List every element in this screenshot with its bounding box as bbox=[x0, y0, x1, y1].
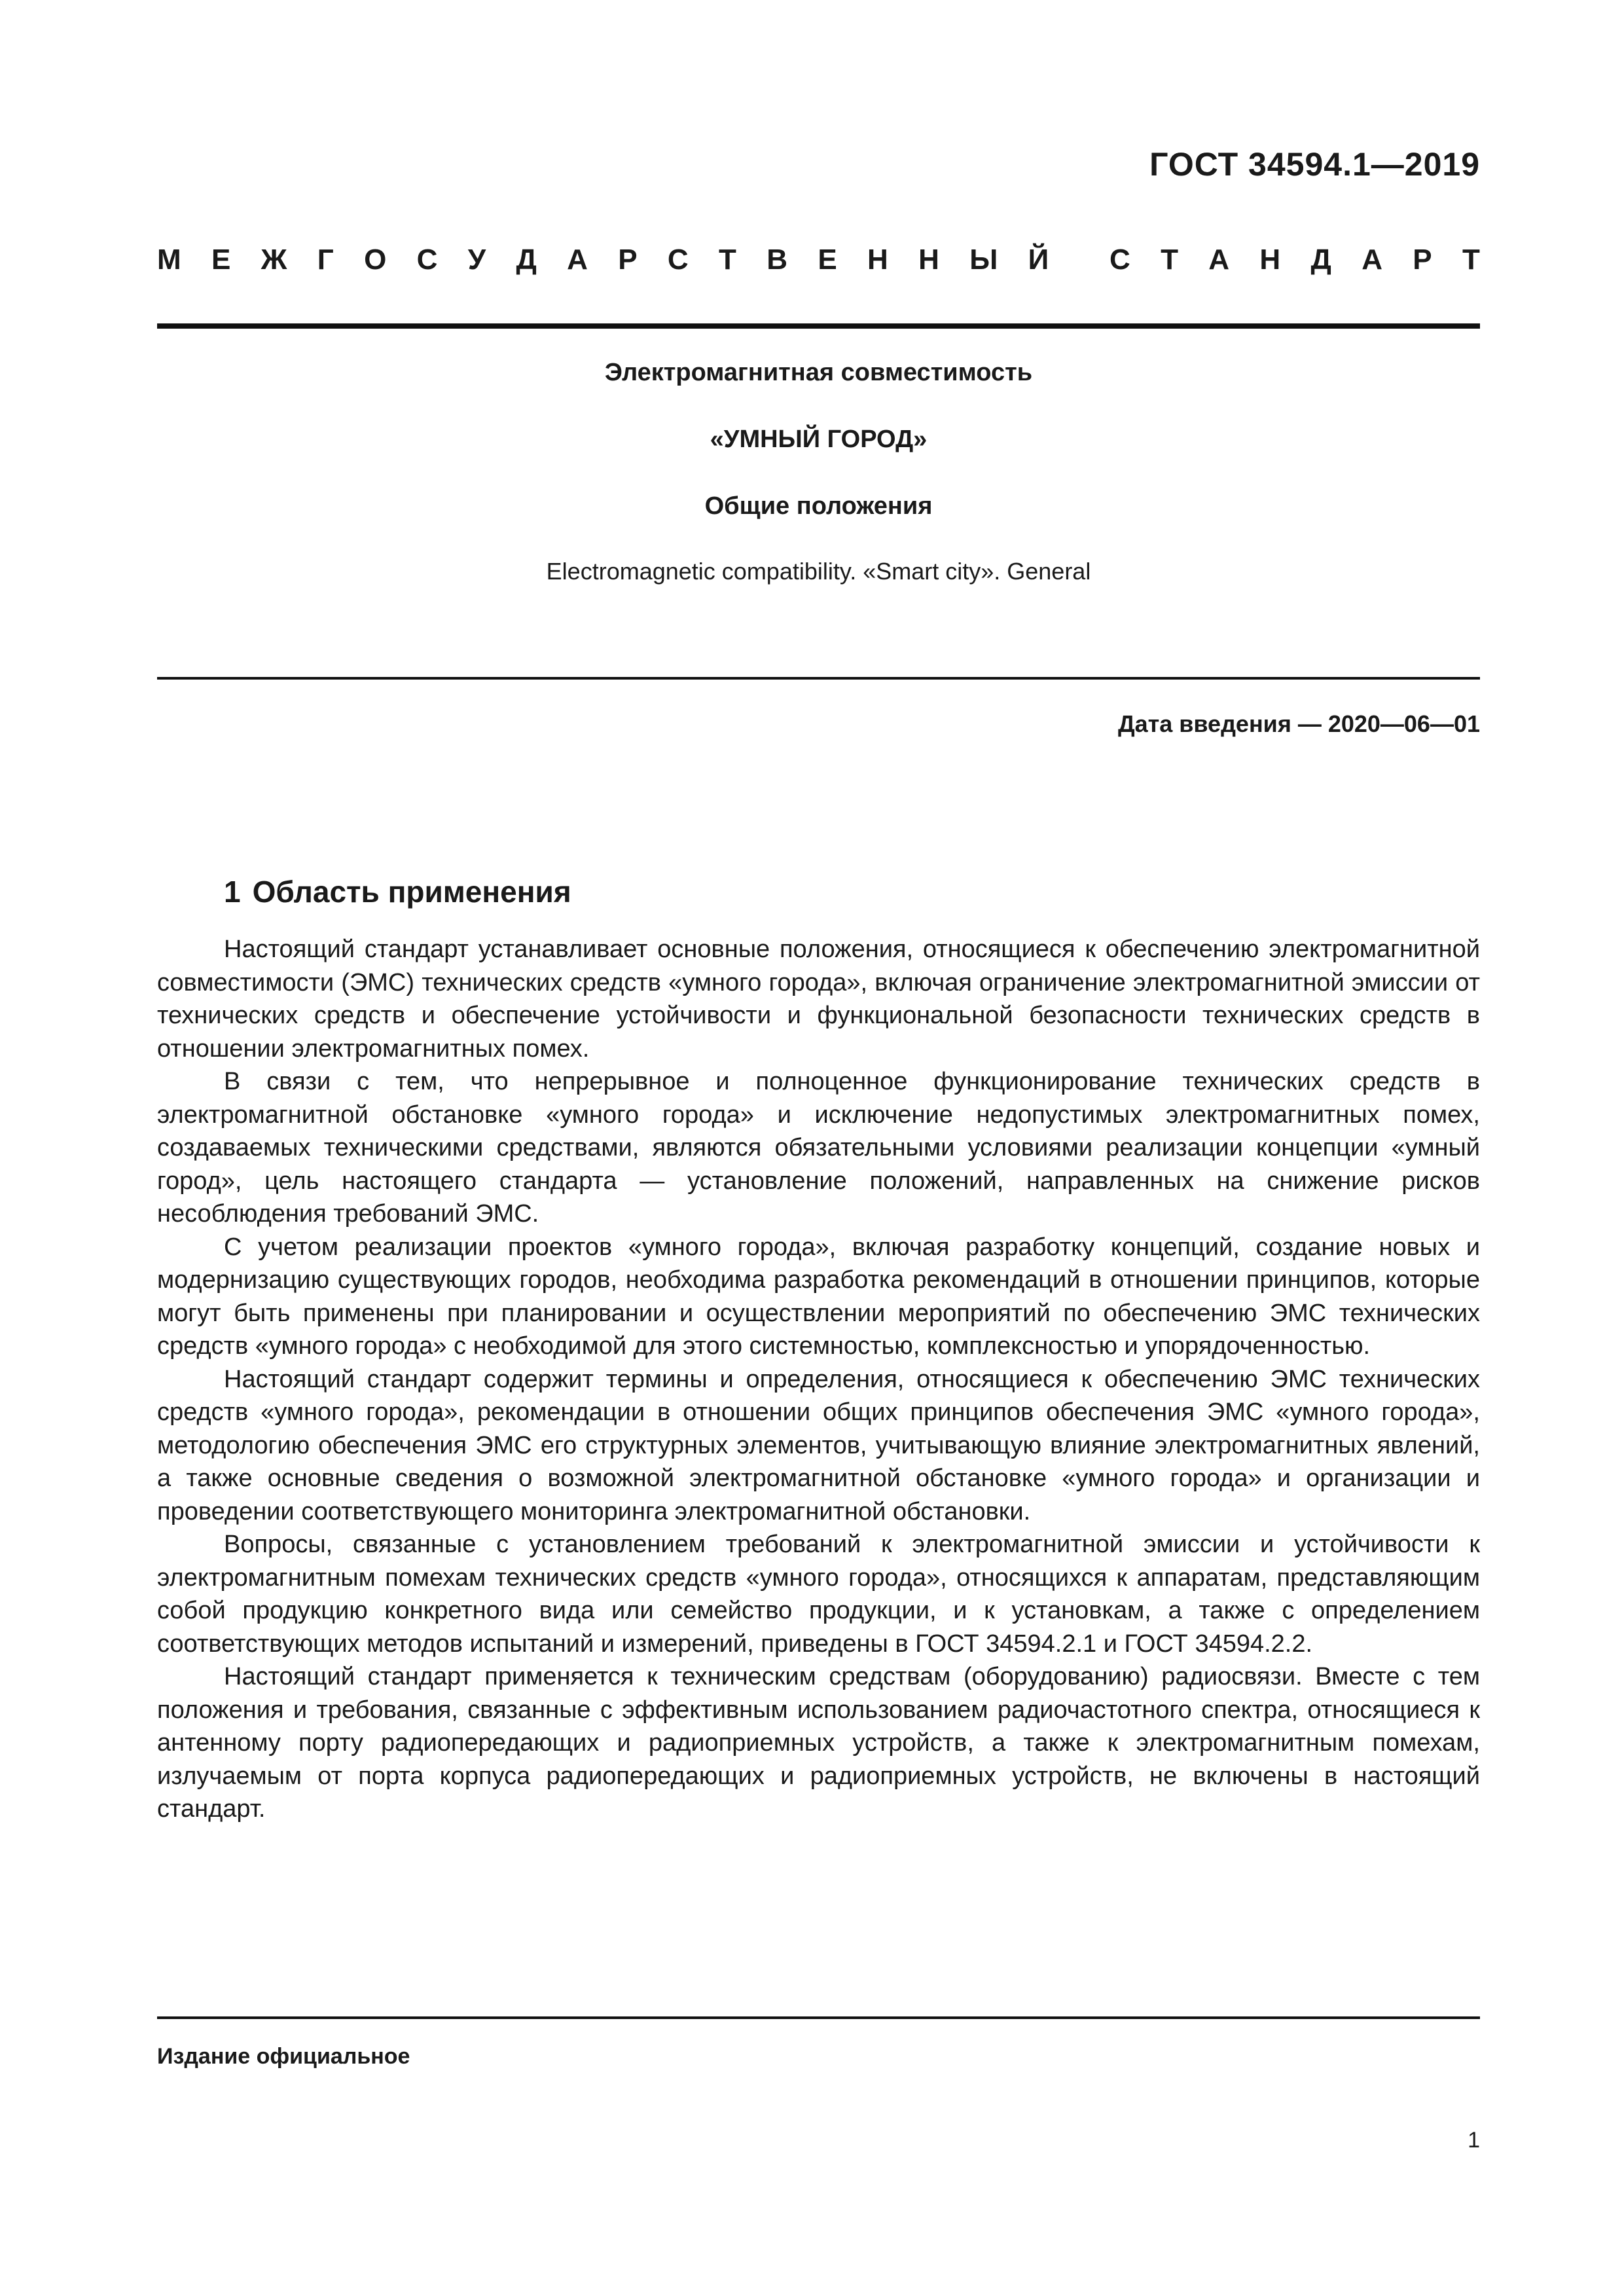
paragraph: Настоящий стандарт устанавливает основные положения, относящиеся к обеспечению электромагнитной совместимости (ЭМС) технических средств «умного города», включая ограничение электромагнитной эмиссии от технических средств и обеспечение устойчивости и функциональной безопасности технических средств в отношении электромагнитных помех. bbox=[157, 936, 1480, 1063]
banner-letter: М bbox=[157, 244, 181, 276]
banner-letter: Н bbox=[1259, 244, 1281, 276]
banner-letter: Д bbox=[516, 244, 537, 276]
banner-letter: Й bbox=[1028, 244, 1049, 276]
section-title: Область применения bbox=[252, 875, 571, 909]
standard-number: ГОСТ 34594.1—2019 bbox=[1149, 146, 1480, 183]
english-title: Electromagnetic compatibility. «Smart city». General bbox=[546, 558, 1091, 585]
banner-letter: Р bbox=[1413, 244, 1432, 276]
banner-letter: Ж bbox=[261, 244, 287, 276]
paragraph: Настоящий стандарт применяется к техническим средствам (оборудованию) радиосвязи. Вместе с тем положения и требования, связанные с эффективным использованием радиочастотного спектра, относящиеся к антенному порту радиопередающих и радиоприемных устройств, а также к электромагнитным помехам, излучаемым от порта корпуса радиопередающих и радиоприемных устройств, не включены в настоящий стандарт. bbox=[157, 1663, 1480, 1823]
paragraph: С учетом реализации проектов «умного города», включая разработку концепций, создание новых и модернизацию существующих городов, необходима разработка рекомендаций в отношении принципов, которые могут быть применены при планировании и осуществлении мероприятий по обеспечению ЭМС технических средств «умного города» с необходимой для этого системностью, комплексностью и упорядоченностью. bbox=[157, 1233, 1480, 1360]
banner-letter: О bbox=[364, 244, 387, 276]
banner-letter: С bbox=[416, 244, 438, 276]
banner-letter: С bbox=[1109, 244, 1130, 276]
banner-letter: У bbox=[467, 244, 486, 276]
banner-letter: Е bbox=[818, 244, 837, 276]
section-body bbox=[157, 933, 1480, 1826]
banner-letter: Т bbox=[1161, 244, 1178, 276]
banner-letter: Р bbox=[618, 244, 638, 276]
banner-letter: Н bbox=[918, 244, 939, 276]
document-subtitle: «УМНЫЙ ГОРОД» bbox=[710, 426, 928, 453]
section-number: 1 bbox=[224, 875, 241, 909]
banner-letter: А bbox=[1208, 244, 1230, 276]
banner-letter: Ы bbox=[969, 244, 998, 276]
banner-letter: Т bbox=[719, 244, 736, 276]
section-heading bbox=[224, 874, 571, 909]
banner-letter: Е bbox=[211, 244, 231, 276]
banner-letter: Н bbox=[867, 244, 888, 276]
header-divider bbox=[157, 323, 1480, 329]
banner-letter: А bbox=[1362, 244, 1382, 276]
banner-letter: Д bbox=[1310, 244, 1331, 276]
paragraph: Настоящий стандарт содержит термины и определения, относящиеся к обеспечению ЭМС технических средств «умного города», рекомендации в отношении общих принципов обеспечения ЭМС «умного города», методологию обеспечения ЭМС его структурных элементов, учитывающую влияние электромагнитных явлений, а также основные сведения о возможной электромагнитной обстановке «умного города» и организации и проведении соответствующего мониторинга электромагнитной обстановки. bbox=[157, 1365, 1480, 1525]
banner-letter: С bbox=[667, 244, 689, 276]
banner-letter: А bbox=[567, 244, 588, 276]
banner-letter: Г bbox=[317, 244, 334, 276]
banner-letter: Т bbox=[1462, 244, 1480, 276]
document-title: Электромагнитная совместимость bbox=[604, 359, 1033, 386]
introduction-date: Дата введения — 2020—06—01 bbox=[1117, 710, 1480, 737]
title-divider bbox=[157, 677, 1480, 680]
footer-divider bbox=[157, 2016, 1480, 2019]
page-number: 1 bbox=[1468, 2128, 1480, 2153]
banner-letter: В bbox=[767, 244, 788, 276]
paragraph: Вопросы, связанные с установлением требований к электромагнитной эмиссии и устойчивости к электромагнитным помехам технических средств «умного города», относящихся к аппаратам, представляющим собой продукцию конкретного вида или семейство продукции, и к установкам, а также с определением соответствующих методов испытаний и измерений, приведены в ГОСТ 34594.2.1 и ГОСТ 34594.2.2. bbox=[157, 1531, 1480, 1658]
edition-label: Издание официальное bbox=[157, 2044, 410, 2069]
document-subtitle-general: Общие положения bbox=[704, 492, 933, 520]
paragraph: В связи с тем, что непрерывное и полноценное функционирование технических средств в электромагнитной обстановке «умного города» и исключение недопустимых электромагнитных помех, создаваемых техническими средствами, являются обязательными условиями реализации концепции «умный город», цель настоящего стандарта — установление положений, направленных на снижение рисков несоблюдения требований ЭМС. bbox=[157, 1068, 1480, 1228]
interstate-standard-banner bbox=[157, 244, 1480, 276]
